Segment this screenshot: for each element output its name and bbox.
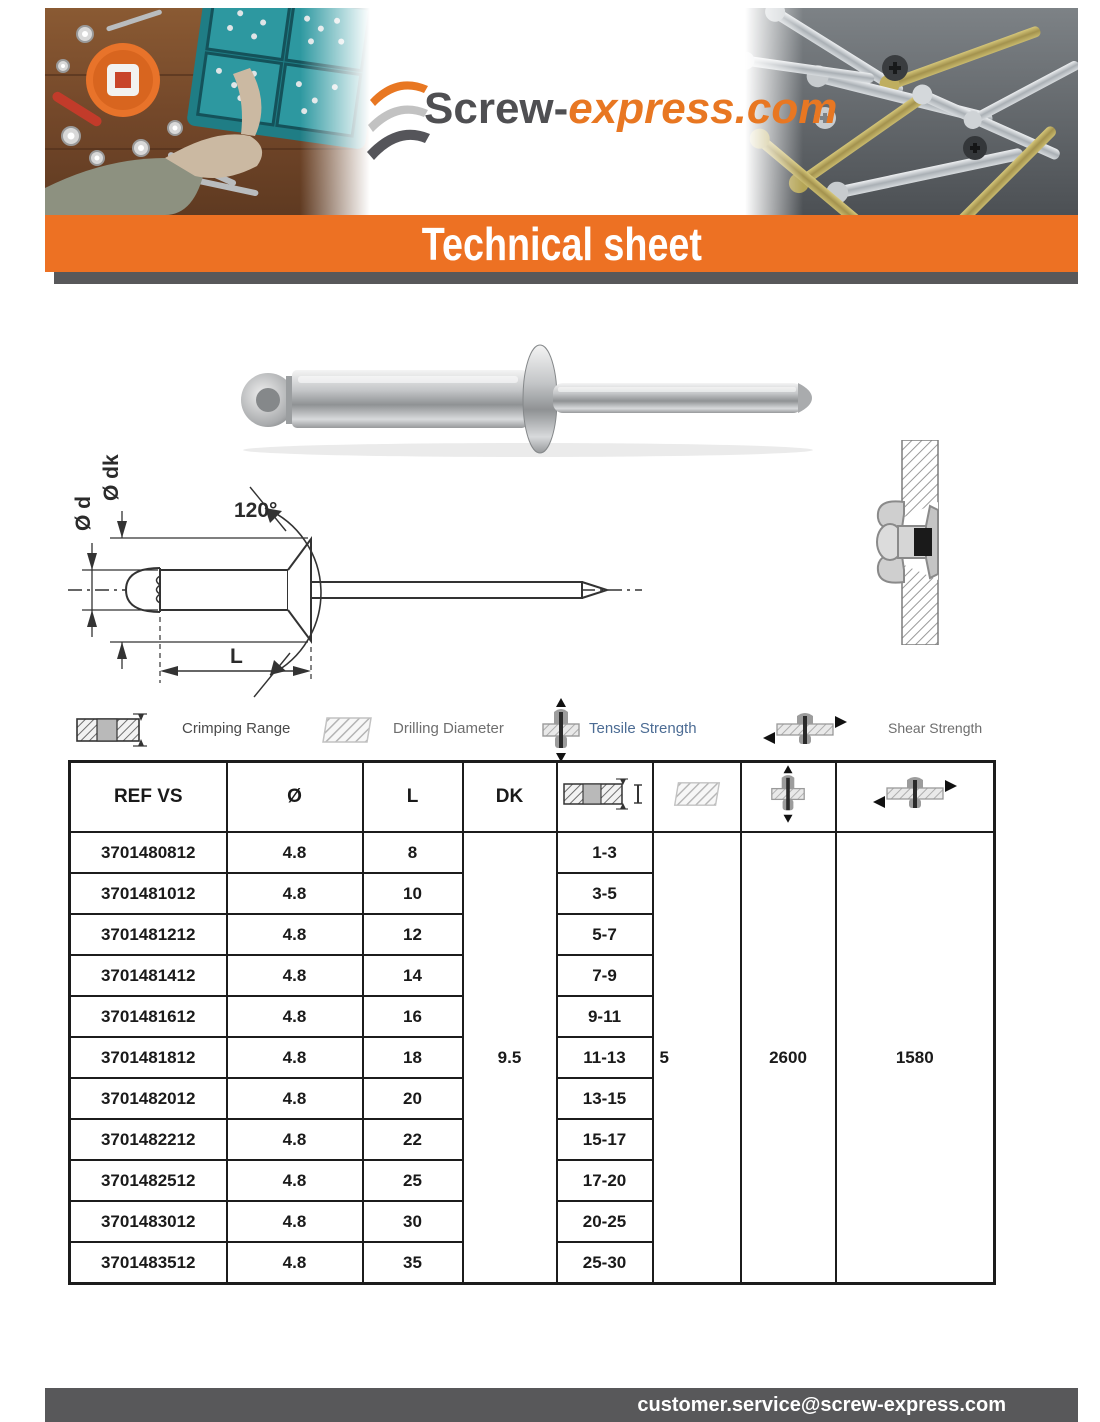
cell-crimp: 11-13 — [557, 1037, 653, 1078]
workbench-photo-illustration — [45, 8, 370, 215]
cell-ref: 3701482012 — [70, 1078, 227, 1119]
shear-strength-icon — [873, 774, 957, 814]
dim-label-length: L — [230, 645, 243, 668]
cell-length: 30 — [363, 1201, 463, 1242]
cell-diameter: 4.8 — [227, 832, 363, 873]
table-header-row — [70, 762, 995, 833]
col-header-shear — [836, 762, 995, 833]
cell-diameter: 4.8 — [227, 873, 363, 914]
legend — [45, 698, 1078, 762]
cell-ref: 3701481212 — [70, 914, 227, 955]
banner-shadow-bar — [54, 272, 1078, 284]
cell-length: 10 — [363, 873, 463, 914]
logo — [424, 84, 837, 134]
cell-diameter: 4.8 — [227, 1242, 363, 1284]
tensile-strength-icon — [770, 765, 806, 823]
cell-crimp: 15-17 — [557, 1119, 653, 1160]
cell-length: 22 — [363, 1119, 463, 1160]
footer-bar — [45, 1388, 1078, 1422]
logo-text-secondary: express.com — [568, 84, 838, 133]
legend-label-crimping: Crimping Range — [182, 720, 291, 737]
col-header-dk: DK — [463, 762, 557, 833]
crimping-range-icon — [562, 777, 648, 811]
cell-length: 16 — [363, 996, 463, 1037]
cell-crimp: 1-3 — [557, 832, 653, 873]
cell-diameter: 4.8 — [227, 1160, 363, 1201]
cell-length: 35 — [363, 1242, 463, 1284]
cell-dk-merged: 9.5 — [463, 832, 557, 1284]
cell-crimp: 3-5 — [557, 873, 653, 914]
legend-label-shear: Shear Strength — [888, 720, 983, 736]
customer-service-email: customer.service@screw-express.com — [637, 1393, 1006, 1416]
shear-strength-icon — [763, 710, 847, 750]
cell-diameter: 4.8 — [227, 996, 363, 1037]
spec-table — [68, 760, 996, 1285]
col-header-drilling — [653, 762, 741, 833]
col-header-diameter: Ø — [227, 762, 363, 833]
cell-tensile-merged: 2600 — [741, 832, 836, 1284]
cell-ref: 3701483012 — [70, 1201, 227, 1242]
drilling-diameter-icon — [321, 716, 373, 744]
cell-shear-merged: 1580 — [836, 832, 995, 1284]
cell-diameter: 4.8 — [227, 1119, 363, 1160]
cell-ref: 3701481012 — [70, 873, 227, 914]
col-header-crimping — [557, 762, 653, 833]
cell-length: 8 — [363, 832, 463, 873]
dim-label-dk: Ø dk — [100, 454, 123, 501]
cell-diameter: 4.8 — [227, 1201, 363, 1242]
tape-measure — [86, 43, 160, 117]
dim-label-angle: 120° — [234, 499, 278, 522]
cell-length: 18 — [363, 1037, 463, 1078]
cell-length: 25 — [363, 1160, 463, 1201]
cell-ref: 3701482512 — [70, 1160, 227, 1201]
cell-length: 20 — [363, 1078, 463, 1119]
title-banner — [45, 215, 1078, 272]
page-title: Technical sheet — [421, 217, 702, 270]
cell-crimp: 9-11 — [557, 996, 653, 1037]
legend-label-drilling: Drilling Diameter — [393, 720, 504, 737]
col-header-ref: REF VS — [70, 762, 227, 833]
legend-label-tensile: Tensile Strength — [589, 720, 697, 737]
cell-ref: 3701481412 — [70, 955, 227, 996]
crimping-range-icon — [75, 712, 155, 748]
cell-crimp: 25-30 — [557, 1242, 653, 1284]
col-header-tensile — [741, 762, 836, 833]
table-row — [70, 832, 995, 873]
cell-ref: 3701481612 — [70, 996, 227, 1037]
cross-section-diagram — [872, 440, 952, 650]
tensile-strength-icon — [541, 698, 581, 762]
cell-diameter: 4.8 — [227, 914, 363, 955]
logo-text-primary: Screw- — [424, 84, 569, 133]
cell-ref: 3701480812 — [70, 832, 227, 873]
cell-length: 14 — [363, 955, 463, 996]
cell-ref: 3701483512 — [70, 1242, 227, 1284]
cell-length: 12 — [363, 914, 463, 955]
col-header-length: L — [363, 762, 463, 833]
cell-drilling-merged: 5 — [653, 832, 741, 1284]
cell-diameter: 4.8 — [227, 955, 363, 996]
dim-label-d: Ø d — [72, 496, 95, 531]
drilling-diameter-icon — [672, 781, 722, 807]
cell-crimp: 7-9 — [557, 955, 653, 996]
cell-crimp: 13-15 — [557, 1078, 653, 1119]
cell-ref: 3701481812 — [70, 1037, 227, 1078]
cell-crimp: 17-20 — [557, 1160, 653, 1201]
cell-diameter: 4.8 — [227, 1078, 363, 1119]
cell-diameter: 4.8 — [227, 1037, 363, 1078]
cell-ref: 3701482212 — [70, 1119, 227, 1160]
technical-drawing — [62, 435, 662, 712]
logo-swoosh-icon — [366, 72, 430, 177]
cell-crimp: 20-25 — [557, 1201, 653, 1242]
header-photo-workbench — [45, 8, 370, 215]
cell-crimp: 5-7 — [557, 914, 653, 955]
